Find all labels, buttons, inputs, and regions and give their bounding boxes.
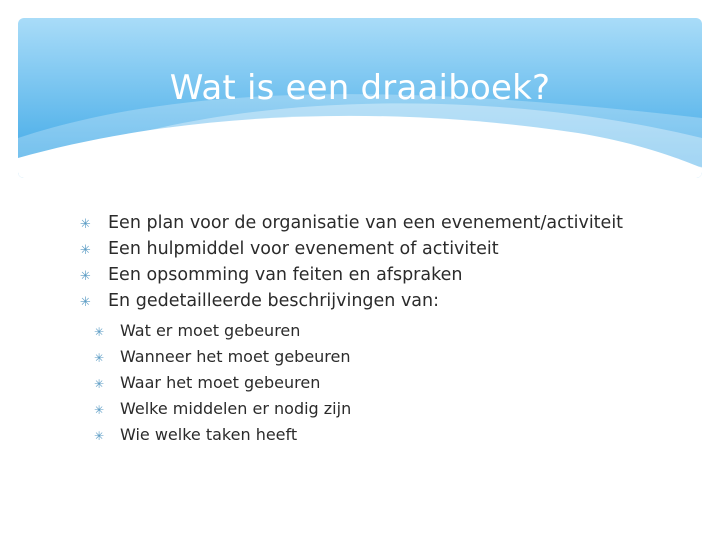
- bullet-star-icon: ✳: [94, 403, 105, 417]
- slide-title: Wat is een draaiboek?: [169, 68, 551, 108]
- bullet-star-icon: ✳: [80, 295, 91, 310]
- sub-bullet-list: [74, 321, 623, 451]
- bullet-star-icon: ✳: [94, 377, 105, 391]
- sub-list-item: [88, 373, 623, 399]
- list-item-text: En gedetailleerde beschrijvingen van:: [108, 291, 440, 311]
- bullet-star-icon: ✳: [94, 351, 105, 365]
- sub-list-item: [88, 347, 623, 373]
- bullet-star-icon: ✳: [80, 269, 91, 284]
- sub-list-item-text: Wat er moet gebeuren: [120, 321, 301, 340]
- list-item: [74, 213, 623, 239]
- list-item: [74, 239, 623, 265]
- list-item: [74, 291, 623, 317]
- list-item: [74, 265, 623, 291]
- bullet-list: [74, 213, 623, 451]
- bullet-star-icon: ✳: [94, 325, 105, 339]
- sub-list-item-text: Welke middelen er nodig zijn: [120, 399, 352, 418]
- bullet-star-icon: ✳: [80, 243, 91, 258]
- list-item-text: Een plan voor de organisatie van een evenement/activiteit: [108, 213, 624, 233]
- sub-list-item-text: Wie welke taken heeft: [120, 425, 298, 444]
- bullet-star-icon: ✳: [80, 217, 91, 232]
- bullet-star-icon: ✳: [94, 429, 105, 443]
- title-banner: [18, 18, 702, 178]
- list-item-text: Een hulpmiddel voor evenement of activiteit: [108, 239, 499, 259]
- sub-list-item-text: Wanneer het moet gebeuren: [120, 347, 351, 366]
- sub-list-item: [88, 399, 623, 425]
- sub-list-item: [88, 425, 623, 451]
- sub-list-item-text: Waar het moet gebeuren: [120, 373, 321, 392]
- list-item-text: Een opsomming van feiten en afspraken: [108, 265, 463, 285]
- sub-list-item: [88, 321, 623, 347]
